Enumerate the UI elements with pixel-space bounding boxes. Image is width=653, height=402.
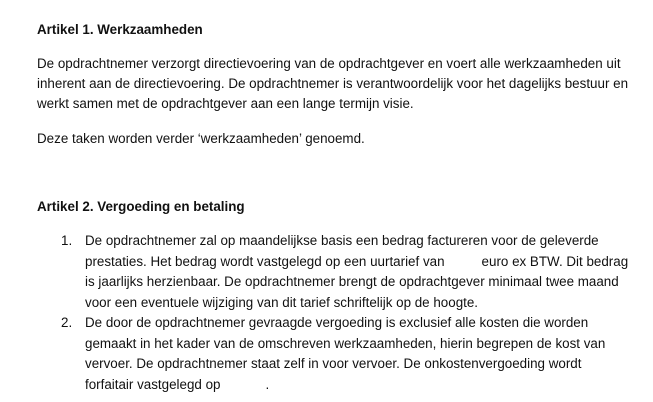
article-1-paragraph-2: [37, 129, 647, 149]
list-line: vervoer. De opdrachtnemer staat zelf in voor vervoer. De onkostenvergoeding wordt: [85, 356, 582, 371]
article-1-paragraph-1: [37, 54, 647, 114]
list-line: is jaarlijks herzienbaar. De opdrachtnemer brengt de opdrachtgever minimaal twee maand: [85, 274, 619, 289]
list-item-number: 2.: [61, 315, 73, 330]
list-line: [85, 375, 645, 396]
list-item-number: 1.: [61, 233, 73, 248]
list-item-text: [85, 231, 645, 313]
list-line: voor een eventuele wijziging van dit tarief schriftelijk op de hoogte.: [85, 294, 479, 310]
list-line-text: prestaties. Het bedrag wordt vastgelegd op een uurtarief van: [85, 253, 445, 269]
paragraph-line: inherent aan de directievoering. De opdrachtnemer is verantwoordelijk voor het dagelijks bestuur en: [37, 76, 629, 91]
list-line-text: euro ex BTW. Dit bedrag: [481, 253, 629, 269]
list-line: De door de opdrachtnemer gevraagde vergoeding is exclusief alle kosten die worden: [85, 315, 589, 330]
list-line: [85, 252, 645, 273]
paragraph-line: De opdrachtnemer verzorgt directievoering van de opdrachtgever en voert alle werkzaamheden uit: [37, 56, 621, 71]
list-line-text: forfaitair vastgelegd op: [85, 376, 221, 392]
paragraph-line: werkt samen met de opdrachtgever aan een lange termijn visie.: [37, 96, 414, 111]
list-line: De opdrachtnemer zal op maandelijkse basis een bedrag factureren voor de geleverde: [85, 233, 599, 248]
paragraph-line: Deze taken worden verder ‘werkzaamheden’ genoemd.: [37, 131, 365, 146]
list-line: gemaakt in het kader van de omschreven werkzaamheden, hierin begrepen de kost van: [85, 335, 606, 351]
list-item-text: [85, 313, 645, 395]
article-1-heading: Artikel 1. Werkzaamheden: [37, 22, 203, 37]
list-line-text: .: [265, 376, 270, 392]
article-2-heading: Artikel 2. Vergoeding en betaling: [37, 199, 245, 214]
